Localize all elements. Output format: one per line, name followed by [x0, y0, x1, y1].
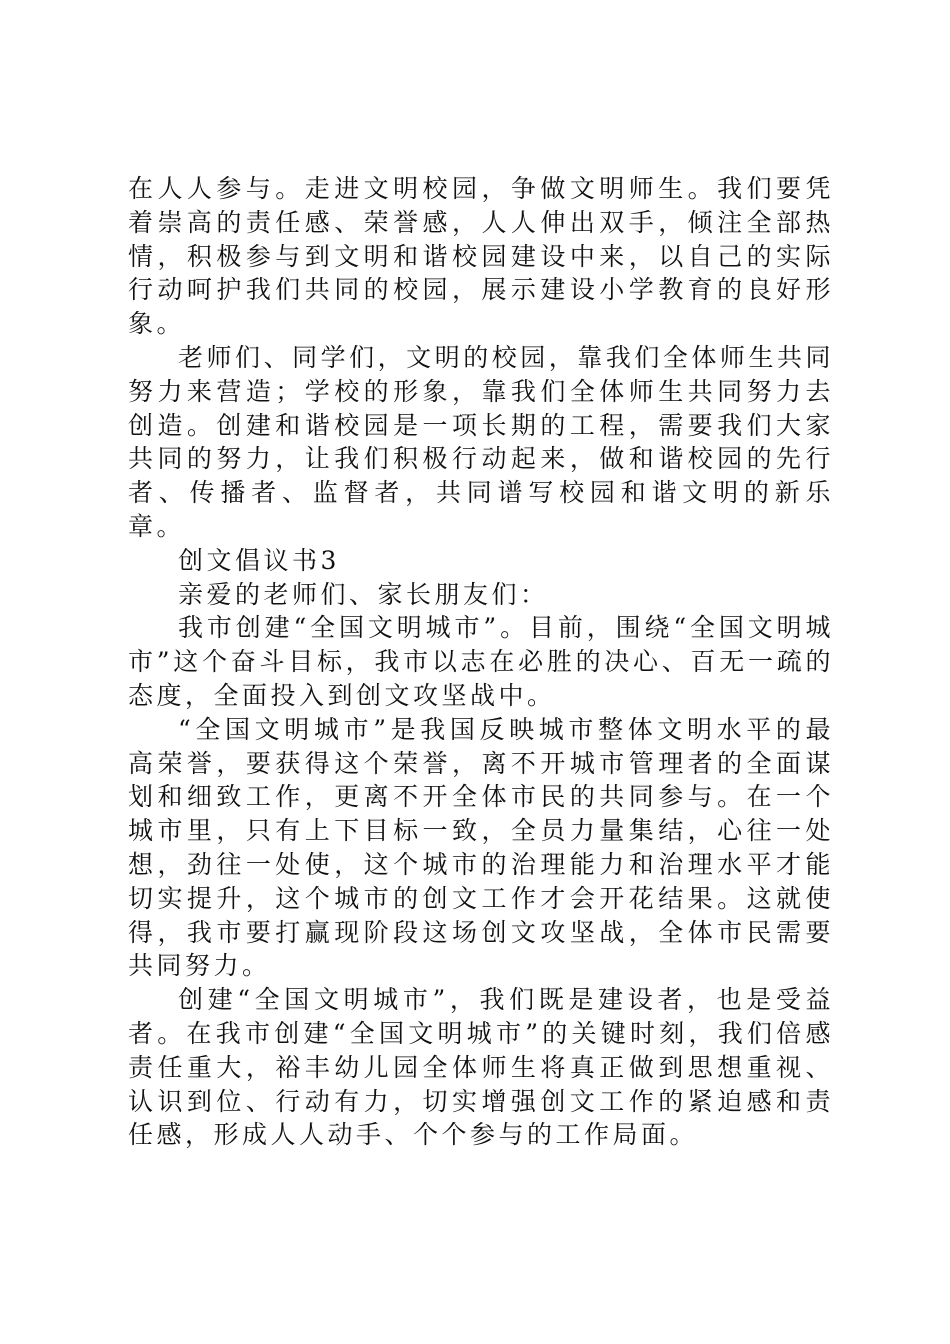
- paragraph-1: 在人人参与。走进文明校园，争做文明师生。我们要凭着崇高的责任感、荣誉感，人人伸出双手，倾注全部热情，积极参与到文明和谐校园建设中来，以自己的实际行动呵护我们共同的校园，展示建设小学教育的良好形象。: [128, 174, 834, 339]
- salutation: 亲爱的老师们、家长朋友们：: [178, 579, 549, 609]
- section-heading: 创文倡议书3: [178, 545, 340, 575]
- paragraph-3: 我市创建“全国文明城市”。目前，围绕“全国文明城市”这个奋斗目标，我市以志在必胜的决心、百无一疏的态度，全面投入到创文攻坚战中。: [128, 613, 834, 710]
- paragraph-2: 老师们、同学们，文明的校园，靠我们全体师生共同努力来营造；学校的形象，靠我们全体师生共同努力去创造。创建和谐校园是一项长期的工程，需要我们大家共同的努力，让我们积极行动起来，做和谐校园的先行者、传播者、监督者，共同谱写校园和谐文明的新乐章。: [128, 342, 834, 541]
- document-body: [128, 172, 834, 1152]
- paragraph-4: “全国文明城市”是我国反映城市整体文明水平的最高荣誉，要获得这个荣誉，离不开城市管理者的全面谋划和细致工作，更离不开全体市民的共同参与。在一个城市里，只有上下目标一致，全员力量集结，心往一处想，劲往一处使，这个城市的治理能力和治理水平才能切实提升，这个城市的创文工作才会开花结果。这就使得，我市要打赢现阶段这场创文攻坚战，全体市民需要共同努力。: [128, 714, 834, 981]
- paragraph-5: 创建“全国文明城市”，我们既是建设者，也是受益者。在我市创建“全国文明城市”的关键时刻，我们倍感责任重大，裕丰幼儿园全体师生将真正做到思想重视、认识到位、行动有力，切实增强创文工作的紧迫感和责任感，形成人人动手、个个参与的工作局面。: [128, 985, 834, 1150]
